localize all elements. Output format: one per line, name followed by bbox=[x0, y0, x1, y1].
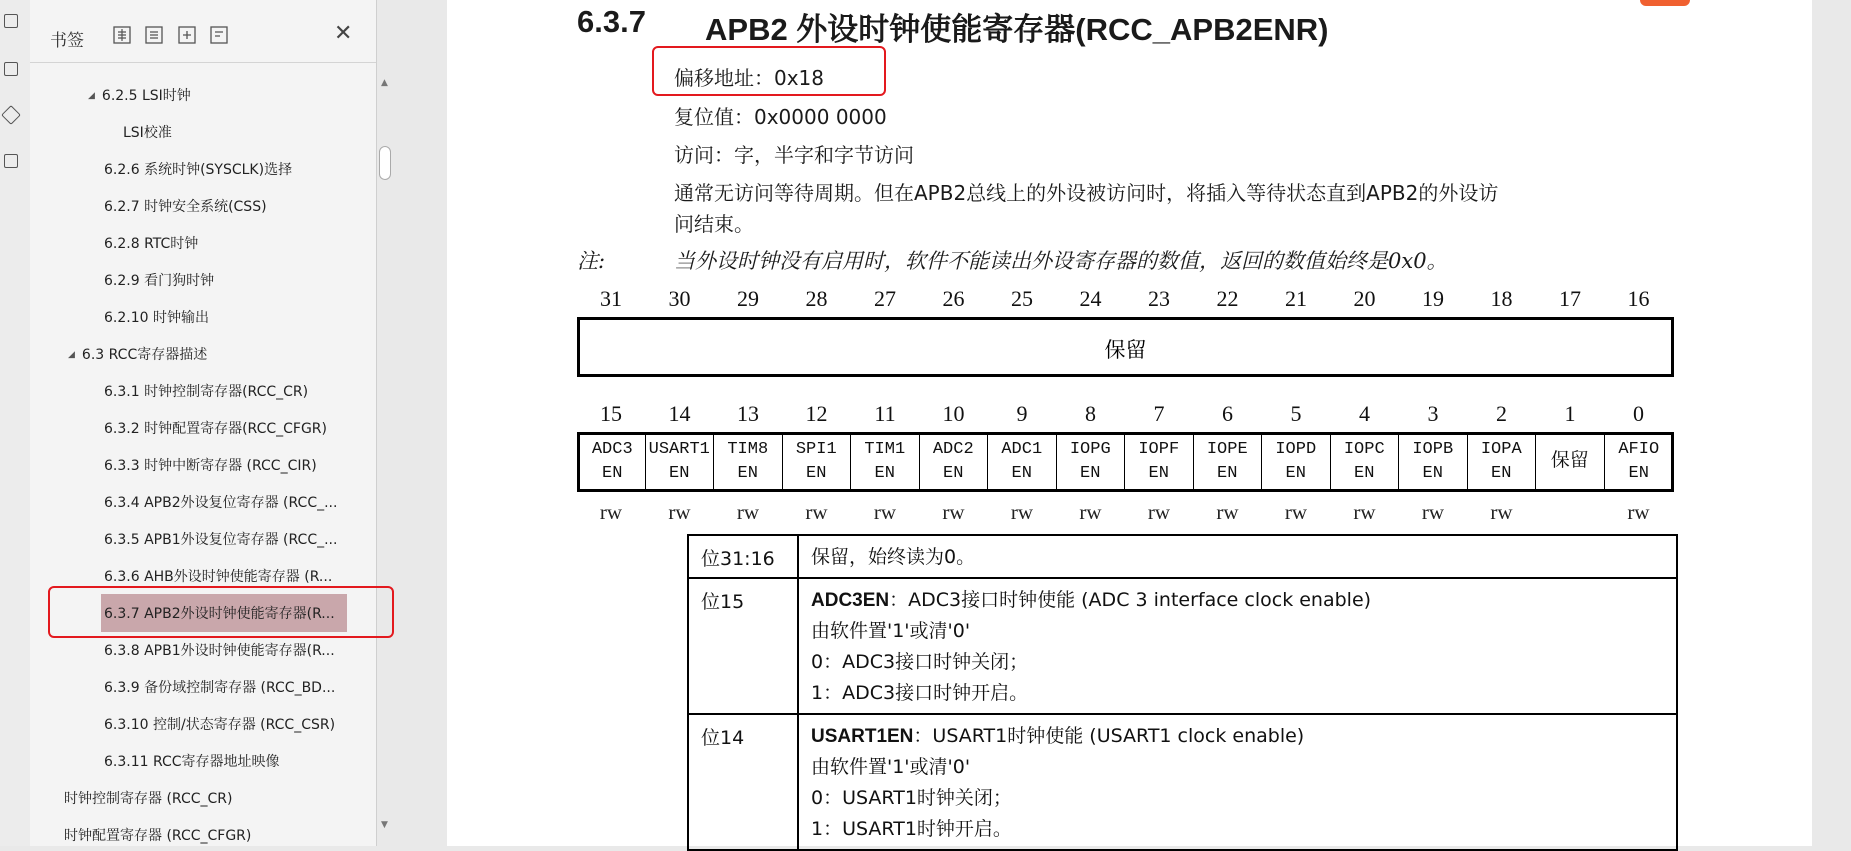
bit-number: 11 bbox=[874, 401, 896, 426]
bit-number: 31 bbox=[600, 286, 622, 311]
register-field bbox=[1262, 435, 1331, 491]
sidebar-item[interactable] bbox=[104, 159, 292, 179]
bit-number: 24 bbox=[1079, 286, 1102, 311]
field-name-line: EN bbox=[1217, 464, 1238, 483]
sidebar-item-label: 6.3.6 AHB外设时钟使能寄存器 (R... bbox=[104, 569, 333, 585]
section-title: APB2 外设时钟使能寄存器(RCC_APB2ENR) bbox=[705, 12, 1329, 47]
sidebar-item-label: 6.2.9 看门狗时钟 bbox=[104, 273, 215, 289]
sidebar-item[interactable] bbox=[104, 455, 317, 475]
sidebar-item[interactable] bbox=[104, 196, 267, 216]
sidebar-item-label: 6.2.6 系统时钟(SYSCLK)选择 bbox=[104, 162, 293, 178]
table-row bbox=[689, 715, 1676, 851]
field-name-line: EN bbox=[806, 464, 827, 483]
description-line: 1：USART1时钟开启。 bbox=[811, 818, 1012, 840]
bit-number: 1 bbox=[1564, 401, 1576, 426]
access-type: rw bbox=[873, 500, 897, 524]
field-name-line: EN bbox=[874, 464, 895, 483]
sidebar-item[interactable] bbox=[64, 825, 251, 845]
access-type: rw bbox=[805, 500, 828, 524]
sidebar-item[interactable] bbox=[104, 233, 198, 253]
expand-bookmark-icon[interactable] bbox=[113, 26, 131, 44]
bit-number: 2 bbox=[1496, 401, 1507, 426]
register-field bbox=[851, 435, 920, 491]
field-name: USART1EN bbox=[811, 726, 914, 747]
field-name-line: IOPG bbox=[1069, 440, 1111, 459]
sidebar-item[interactable] bbox=[104, 418, 327, 438]
collapse-bookmark-icon[interactable] bbox=[145, 26, 163, 44]
bit-number: 26 bbox=[942, 286, 965, 311]
sidebar-item-label: 6.2.8 RTC时钟 bbox=[104, 236, 199, 252]
field-name-line: EN bbox=[737, 464, 758, 483]
bit-number: 30 bbox=[668, 286, 691, 311]
access-type: rw bbox=[1353, 500, 1376, 524]
register-field bbox=[646, 435, 715, 491]
field-name-line: EN bbox=[602, 464, 623, 483]
sidebar-item-label: 6.2.10 时钟输出 bbox=[104, 310, 209, 326]
field-name-line: TIM1 bbox=[864, 440, 906, 459]
wait-info-line2: 问结束。 bbox=[674, 212, 754, 236]
table-row bbox=[689, 579, 1676, 715]
sidebar-item-label: 6.3.5 APB1外设复位寄存器 (RCC_... bbox=[104, 532, 338, 548]
bit-position: 位31:16 bbox=[689, 536, 799, 577]
register-lower-row bbox=[577, 432, 1674, 492]
bit-description bbox=[799, 536, 1676, 577]
field-name-line: EN bbox=[1148, 464, 1169, 483]
add-bookmark-icon[interactable] bbox=[178, 26, 196, 44]
sidebar-item-label: 6.3.10 控制/状态寄存器 (RCC_CSR) bbox=[104, 717, 336, 733]
attachment-icon[interactable] bbox=[4, 154, 18, 168]
access-type: rw bbox=[1284, 500, 1308, 524]
register-field bbox=[1399, 435, 1468, 491]
field-name-line: TIM8 bbox=[727, 440, 769, 459]
field-name-line: IOPF bbox=[1138, 440, 1180, 459]
bit-number: 12 bbox=[805, 401, 828, 426]
access-type: rw bbox=[1216, 500, 1239, 524]
sidebar-item[interactable] bbox=[104, 640, 335, 660]
bit-description bbox=[799, 579, 1676, 713]
scroll-down-icon[interactable]: ▼ bbox=[381, 820, 388, 830]
sidebar-item[interactable] bbox=[104, 270, 214, 290]
sidebar-item-label: 6.2.5 LSI时钟 bbox=[101, 88, 191, 104]
sidebar-highlight-box bbox=[48, 586, 394, 638]
access-type: rw bbox=[1627, 500, 1650, 524]
bit-number: 13 bbox=[737, 401, 759, 426]
field-name-line: ADC1 bbox=[1001, 440, 1043, 459]
bit-number: 19 bbox=[1422, 286, 1444, 311]
register-field bbox=[714, 435, 783, 491]
sidebar-item-label: 6.3.7 APB2外设时钟使能寄存器(R... bbox=[104, 606, 335, 622]
bit-number: 18 bbox=[1490, 286, 1513, 311]
annotation-icon[interactable] bbox=[1, 105, 21, 125]
bookmark-panel-title: 书签 bbox=[50, 31, 84, 51]
sidebar-item-label: 时钟配置寄存器 (RCC_CFGR) bbox=[64, 828, 252, 844]
bit-number: 23 bbox=[1148, 286, 1170, 311]
note-label: 注: bbox=[577, 249, 606, 273]
offset-highlight-box bbox=[652, 46, 886, 96]
wait-info-line1: 通常无访问等待周期。但在APB2总线上的外设被访问时，将插入等待状态直到APB2的外设访 bbox=[674, 181, 1499, 205]
left-tool-strip bbox=[0, 0, 31, 846]
register-field bbox=[783, 435, 852, 491]
field-name-line: IOPE bbox=[1206, 440, 1248, 459]
sidebar-item-label: 6.3.4 APB2外设复位寄存器 (RCC_... bbox=[104, 495, 338, 511]
register-field bbox=[1125, 435, 1194, 491]
field-name-line: IOPA bbox=[1480, 440, 1522, 459]
sidebar-item[interactable] bbox=[68, 344, 207, 364]
description-line: ADC3EN：ADC3接口时钟使能 (ADC 3 interface clock enable) bbox=[811, 589, 1372, 611]
sidebar-item[interactable] bbox=[104, 566, 332, 586]
sidebar-item-label: LSI校准 bbox=[123, 125, 172, 141]
sidebar-scrollbar[interactable] bbox=[378, 76, 392, 836]
edit-bookmark-icon[interactable] bbox=[210, 26, 228, 44]
bookmark-panel-icon[interactable] bbox=[4, 14, 18, 28]
triangle-down-icon[interactable]: ◢ bbox=[88, 91, 95, 101]
bit-number: 3 bbox=[1427, 401, 1439, 426]
reset-value: 复位值：0x0000 0000 bbox=[674, 105, 887, 129]
table-continuation bbox=[687, 840, 1678, 846]
field-name-line: EN bbox=[943, 464, 964, 483]
description-line: 1：ADC3接口时钟开启。 bbox=[811, 682, 1029, 704]
sidebar-item[interactable] bbox=[88, 85, 191, 105]
field-name-line: IOPD bbox=[1275, 440, 1317, 459]
sidebar-item[interactable] bbox=[104, 714, 335, 734]
register-upper-row bbox=[577, 317, 1674, 377]
access-info: 访问：字，半字和字节访问 bbox=[674, 143, 914, 167]
bit-number: 6 bbox=[1222, 401, 1233, 426]
field-name-line: IOPC bbox=[1343, 440, 1385, 459]
description-line: USART1EN：USART1时钟使能 (USART1 clock enable) bbox=[811, 725, 1305, 747]
field-name-line: IOPB bbox=[1412, 440, 1454, 459]
note-text: 当外设时钟没有启用时，软件不能读出外设寄存器的数值，返回的数值始终是0x0。 bbox=[674, 249, 1448, 273]
bookmark-panel-header bbox=[30, 0, 376, 63]
bit-number: 22 bbox=[1216, 286, 1239, 311]
bit-number: 9 bbox=[1016, 401, 1028, 426]
bit-number: 0 bbox=[1633, 401, 1644, 426]
section-number: 6.3.7 bbox=[577, 4, 646, 39]
bit-number: 15 bbox=[600, 401, 622, 426]
sidebar-item-label: 6.3.8 APB1外设时钟使能寄存器(R... bbox=[104, 643, 335, 659]
bit-number: 20 bbox=[1353, 286, 1376, 311]
sidebar-item-label: 6.3.9 备份域控制寄存器 (RCC_BD... bbox=[104, 680, 336, 696]
thumbnail-icon[interactable] bbox=[4, 62, 18, 76]
field-name-line: USART1 bbox=[648, 440, 710, 459]
field-name-line: AFIO bbox=[1618, 440, 1660, 459]
sidebar-item[interactable] bbox=[104, 677, 335, 697]
access-type: rw bbox=[1010, 500, 1034, 524]
bit-description-table bbox=[687, 534, 1678, 851]
triangle-down-icon[interactable]: ◢ bbox=[68, 350, 75, 360]
bit-number: 28 bbox=[805, 286, 828, 311]
sidebar-item[interactable] bbox=[104, 492, 337, 512]
access-type: rw bbox=[736, 500, 760, 524]
scrollbar-thumb[interactable] bbox=[379, 146, 391, 180]
access-type: rw bbox=[1147, 500, 1171, 524]
field-name-line: EN bbox=[1354, 464, 1375, 483]
sidebar-item[interactable] bbox=[64, 788, 232, 808]
bit-number: 10 bbox=[942, 401, 965, 426]
bit-number: 21 bbox=[1285, 286, 1307, 311]
bit-number: 5 bbox=[1290, 401, 1302, 426]
offset-address: 偏移地址：0x18 bbox=[674, 66, 825, 90]
field-name-line: EN bbox=[669, 464, 690, 483]
access-type: rw bbox=[1421, 500, 1445, 524]
field-name-line: ADC2 bbox=[932, 440, 974, 459]
field-name-line: EN bbox=[1422, 464, 1443, 483]
bit-position: 位14 bbox=[689, 715, 799, 849]
bit-number: 8 bbox=[1085, 401, 1096, 426]
bit-description bbox=[799, 715, 1676, 849]
field-name-line: SPI1 bbox=[795, 440, 837, 459]
bit-number: 29 bbox=[737, 286, 759, 311]
bookmark-panel bbox=[30, 0, 388, 846]
register-field bbox=[1536, 435, 1605, 491]
access-type: rw bbox=[1079, 500, 1102, 524]
bit-number: 14 bbox=[668, 401, 691, 426]
description-line: 0：USART1时钟关闭； bbox=[811, 787, 1012, 809]
register-field bbox=[988, 435, 1057, 491]
bit-position: 位15 bbox=[689, 579, 799, 713]
register-field bbox=[920, 435, 989, 491]
access-type: rw bbox=[1490, 500, 1513, 524]
reserved-field: 保留 bbox=[1104, 338, 1147, 362]
sidebar-item-label: 6.3 RCC寄存器描述 bbox=[81, 347, 208, 363]
field-name: ADC3EN bbox=[811, 590, 890, 611]
page-margin bbox=[1812, 0, 1851, 846]
sidebar-item[interactable] bbox=[104, 529, 337, 549]
bit-number: 16 bbox=[1627, 286, 1650, 311]
description-line: 由软件置'1'或清'0' bbox=[811, 620, 971, 642]
field-name-line: EN bbox=[1628, 464, 1649, 483]
field-name-line: EN bbox=[1285, 464, 1306, 483]
access-type: rw bbox=[599, 500, 623, 524]
description-line: 由软件置'1'或清'0' bbox=[811, 756, 971, 778]
bit-number: 7 bbox=[1153, 401, 1165, 426]
register-field bbox=[1605, 435, 1674, 491]
sidebar-item-label: 6.3.2 时钟配置寄存器(RCC_CFGR) bbox=[104, 421, 327, 437]
sidebar-item[interactable] bbox=[123, 122, 172, 142]
close-panel-icon[interactable]: ✕ bbox=[334, 21, 353, 46]
scroll-up-icon[interactable]: ▲ bbox=[381, 78, 388, 88]
app-logo-icon bbox=[1640, 0, 1690, 6]
description-line: 0：ADC3接口时钟关闭； bbox=[811, 651, 1029, 673]
sidebar-item[interactable] bbox=[104, 307, 209, 327]
bit-number: 27 bbox=[874, 286, 896, 311]
table-row bbox=[689, 536, 1676, 579]
access-type: rw bbox=[668, 500, 691, 524]
sidebar-item[interactable] bbox=[104, 381, 308, 401]
sidebar-item[interactable] bbox=[104, 751, 280, 771]
field-name-line: ADC3 bbox=[591, 440, 633, 459]
sidebar-item-label: 6.3.1 时钟控制寄存器(RCC_CR) bbox=[104, 384, 309, 400]
field-name-line: EN bbox=[1491, 464, 1512, 483]
register-field bbox=[1468, 435, 1537, 491]
sidebar-item-label: 6.3.11 RCC寄存器地址映像 bbox=[104, 754, 280, 770]
register-field bbox=[1331, 435, 1400, 491]
field-name-line: EN bbox=[1011, 464, 1032, 483]
bit-number: 25 bbox=[1011, 286, 1033, 311]
register-field bbox=[1057, 435, 1126, 491]
description-line: 保留，始终读为0。 bbox=[811, 546, 976, 568]
sidebar-item-label: 时钟控制寄存器 (RCC_CR) bbox=[64, 791, 233, 807]
register-field bbox=[580, 435, 646, 491]
field-name-line: EN bbox=[1080, 464, 1101, 483]
field-name-line: 保留 bbox=[1550, 449, 1589, 471]
sidebar-item-label: 6.3.3 时钟中断寄存器 (RCC_CIR) bbox=[104, 458, 317, 474]
sidebar-item-label: 6.2.7 时钟安全系统(CSS) bbox=[104, 199, 267, 215]
bit-number: 17 bbox=[1559, 286, 1581, 311]
bit-number: 4 bbox=[1359, 401, 1370, 426]
access-type: rw bbox=[942, 500, 965, 524]
register-field bbox=[1194, 435, 1263, 491]
